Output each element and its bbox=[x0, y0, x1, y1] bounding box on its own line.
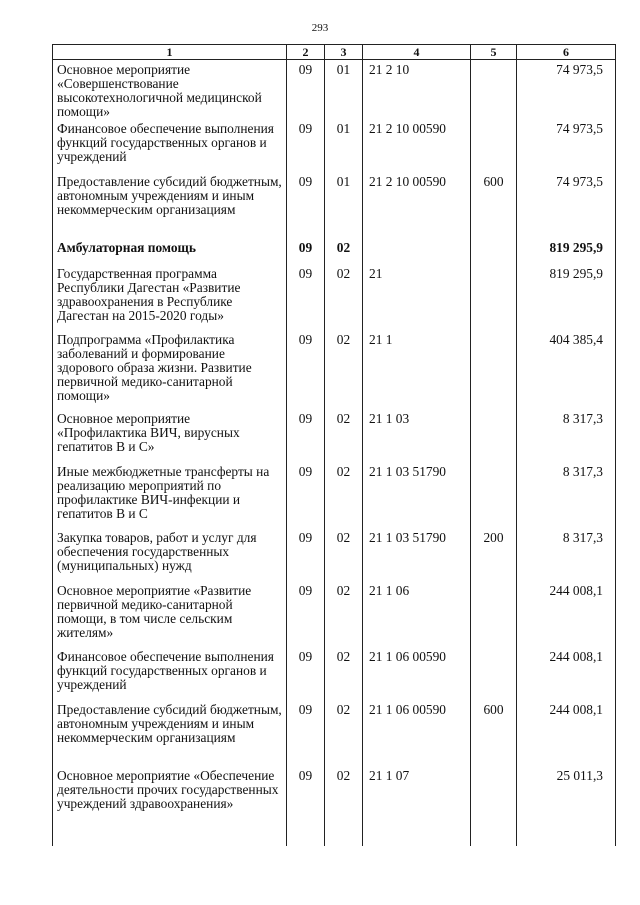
row-subsection-code: 02 bbox=[325, 409, 363, 462]
table-row bbox=[53, 528, 616, 581]
row-name: Государственная программа Республики Дагестан «Развитие здравоохранения в Республике Дагестан на 2015-2020 годы» bbox=[53, 264, 287, 330]
table-row bbox=[53, 330, 616, 409]
table-row bbox=[53, 60, 616, 120]
row-name: Подпрограмма «Профилактика заболеваний и формирование здорового образа жизни. Развитие первичной медико-санитарной помощи» bbox=[53, 330, 287, 409]
row-expense-type bbox=[471, 264, 517, 330]
row-target-article: 21 1 07 bbox=[363, 766, 471, 846]
table-row bbox=[53, 119, 616, 172]
row-name: Основное мероприятие «Развитие первичной медико-санитарной помощи, в том числе сельским жителям» bbox=[53, 581, 287, 647]
table-row bbox=[53, 581, 616, 647]
row-expense-type bbox=[471, 238, 517, 264]
row-target-article bbox=[363, 238, 471, 264]
row-section-code: 09 bbox=[287, 581, 325, 647]
row-amount: 74 973,5 bbox=[517, 119, 616, 172]
row-expense-type: 600 bbox=[471, 172, 517, 238]
row-section-code: 09 bbox=[287, 409, 325, 462]
row-section-code: 09 bbox=[287, 172, 325, 238]
row-section-code: 09 bbox=[287, 60, 325, 120]
row-amount: 244 008,1 bbox=[517, 581, 616, 647]
row-amount: 8 317,3 bbox=[517, 409, 616, 462]
budget-table bbox=[52, 44, 616, 846]
row-expense-type bbox=[471, 119, 517, 172]
table-row bbox=[53, 766, 616, 846]
row-target-article: 21 1 06 bbox=[363, 581, 471, 647]
row-target-article: 21 2 10 bbox=[363, 60, 471, 120]
row-subsection-code: 01 bbox=[325, 172, 363, 238]
table-row bbox=[53, 647, 616, 700]
row-subsection-code: 01 bbox=[325, 119, 363, 172]
row-expense-type: 600 bbox=[471, 700, 517, 766]
row-target-article: 21 1 03 51790 bbox=[363, 528, 471, 581]
row-subsection-code: 02 bbox=[325, 238, 363, 264]
table-row bbox=[53, 238, 616, 264]
column-header-2: 2 bbox=[287, 45, 325, 60]
row-target-article: 21 bbox=[363, 264, 471, 330]
row-expense-type bbox=[471, 330, 517, 409]
row-subsection-code: 02 bbox=[325, 330, 363, 409]
table-row bbox=[53, 264, 616, 330]
table-row bbox=[53, 172, 616, 238]
row-section-code: 09 bbox=[287, 766, 325, 846]
page-number: 293 bbox=[311, 22, 329, 34]
row-expense-type bbox=[471, 647, 517, 700]
row-subsection-code: 02 bbox=[325, 700, 363, 766]
row-expense-type bbox=[471, 581, 517, 647]
row-section-code: 09 bbox=[287, 264, 325, 330]
row-target-article: 21 1 06 00590 bbox=[363, 647, 471, 700]
table-row bbox=[53, 409, 616, 462]
row-target-article: 21 1 bbox=[363, 330, 471, 409]
row-expense-type bbox=[471, 60, 517, 120]
row-amount: 8 317,3 bbox=[517, 528, 616, 581]
row-amount: 74 973,5 bbox=[517, 172, 616, 238]
row-amount: 25 011,3 bbox=[517, 766, 616, 846]
row-target-article: 21 2 10 00590 bbox=[363, 172, 471, 238]
row-amount: 819 295,9 bbox=[517, 264, 616, 330]
row-name: Предоставление субсидий бюджетным, автономным учреждениям и иным некоммерческим организациям bbox=[53, 172, 287, 238]
row-amount: 8 317,3 bbox=[517, 462, 616, 528]
row-amount: 244 008,1 bbox=[517, 647, 616, 700]
row-target-article: 21 1 03 51790 bbox=[363, 462, 471, 528]
row-expense-type bbox=[471, 409, 517, 462]
row-subsection-code: 02 bbox=[325, 528, 363, 581]
row-name: Финансовое обеспечение выполнения функций государственных органов и учреждений bbox=[53, 647, 287, 700]
column-header-6: 6 bbox=[517, 45, 616, 60]
row-amount: 819 295,9 bbox=[517, 238, 616, 264]
row-expense-type bbox=[471, 766, 517, 846]
row-name: Амбулаторная помощь bbox=[53, 238, 287, 264]
row-target-article: 21 1 03 bbox=[363, 409, 471, 462]
row-name: Основное мероприятие «Обеспечение деятельности прочих государственных учреждений здравоохранения» bbox=[53, 766, 287, 846]
row-name: Основное мероприятие «Профилактика ВИЧ, вирусных гепатитов В и С» bbox=[53, 409, 287, 462]
row-expense-type bbox=[471, 462, 517, 528]
row-name: Предоставление субсидий бюджетным, автономным учреждениям и иным некоммерческим организациям bbox=[53, 700, 287, 766]
row-target-article: 21 1 06 00590 bbox=[363, 700, 471, 766]
row-name: Закупка товаров, работ и услуг для обеспечения государственных (муниципальных) нужд bbox=[53, 528, 287, 581]
row-subsection-code: 01 bbox=[325, 60, 363, 120]
row-amount: 404 385,4 bbox=[517, 330, 616, 409]
row-name: Основное мероприятие «Совершенствование высокотехнологичной медицинской помощи» bbox=[53, 60, 287, 120]
column-header-1: 1 bbox=[53, 45, 287, 60]
row-amount: 74 973,5 bbox=[517, 60, 616, 120]
column-header-4: 4 bbox=[363, 45, 471, 60]
row-section-code: 09 bbox=[287, 700, 325, 766]
row-section-code: 09 bbox=[287, 238, 325, 264]
row-target-article: 21 2 10 00590 bbox=[363, 119, 471, 172]
row-name: Иные межбюджетные трансферты на реализацию мероприятий по профилактике ВИЧ-инфекции и гепатитов В и С bbox=[53, 462, 287, 528]
table-row bbox=[53, 462, 616, 528]
row-expense-type: 200 bbox=[471, 528, 517, 581]
row-section-code: 09 bbox=[287, 119, 325, 172]
row-subsection-code: 02 bbox=[325, 581, 363, 647]
column-header-5: 5 bbox=[471, 45, 517, 60]
row-subsection-code: 02 bbox=[325, 264, 363, 330]
row-section-code: 09 bbox=[287, 528, 325, 581]
row-amount: 244 008,1 bbox=[517, 700, 616, 766]
row-section-code: 09 bbox=[287, 462, 325, 528]
row-section-code: 09 bbox=[287, 330, 325, 409]
row-subsection-code: 02 bbox=[325, 766, 363, 846]
column-header-3: 3 bbox=[325, 45, 363, 60]
table-row bbox=[53, 700, 616, 766]
row-section-code: 09 bbox=[287, 647, 325, 700]
row-name: Финансовое обеспечение выполнения функций государственных органов и учреждений bbox=[53, 119, 287, 172]
row-subsection-code: 02 bbox=[325, 647, 363, 700]
row-subsection-code: 02 bbox=[325, 462, 363, 528]
table-header-row bbox=[53, 45, 616, 60]
